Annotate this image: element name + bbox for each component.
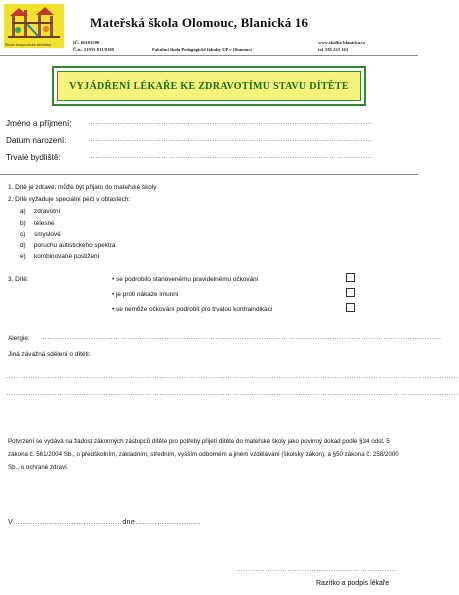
school-phone: tel. 585 223 163 bbox=[318, 47, 349, 52]
place-date-line[interactable]: V………………………………………dne……………………… bbox=[8, 519, 201, 526]
list-item-2: 2. Dítě vyžaduje speciální péči v oblastech: bbox=[8, 196, 131, 203]
sub-letter-d: d) bbox=[20, 242, 26, 249]
field-address-label: Trvalé bydliště: bbox=[6, 153, 61, 162]
signature-line[interactable]: ………………………………………………………… bbox=[236, 566, 397, 573]
field-name-input[interactable]: ……………………………………………………………………………………………………… bbox=[88, 119, 373, 126]
playground-icon bbox=[4, 4, 64, 48]
sub-item-d: poruchu autistického spektra bbox=[34, 242, 116, 249]
other-notes-line-1[interactable]: …………………………………………………………………………………………………………………………………………………………………… bbox=[6, 373, 459, 380]
sub-letter-c: c) bbox=[20, 231, 26, 238]
school-account: Č.ú.: 21933-811/0100 bbox=[73, 47, 114, 52]
sub-letter-e: e) bbox=[20, 253, 26, 260]
title-banner bbox=[52, 66, 366, 106]
school-ic: IČ: 66181500 bbox=[73, 40, 100, 45]
option-contraindication: • se nemůže očkování podrobit pro trvalou kontraindikaci bbox=[112, 306, 273, 313]
signature-label: Razítko a podpis lékaře bbox=[316, 580, 390, 587]
legal-note: Potvrzení se vydává na žádost zákonných zástupců dítěte pro potřeby přijetí dítěte do mateřské školy jako povinný dokad podle §34 odst. 5 zákona č. 561/2004 Sb., o předškolním, základním, středním, vyšším odborném a jiném vzdělávání (školský zákon), a §50 zákona č. 258/2000 Sb., o ochraně zdraví. bbox=[8, 438, 399, 471]
checkbox-contraindication[interactable] bbox=[346, 303, 355, 312]
option-immune: • je proti nákaze imunní bbox=[112, 291, 179, 298]
sub-item-b: tělesné bbox=[34, 220, 55, 227]
logo-caption: Školní terapeutické středisko bbox=[5, 43, 51, 47]
checkbox-vaccinated[interactable] bbox=[346, 273, 355, 282]
other-notes-label: Jiná závažná sdělení o dítěti: bbox=[8, 351, 91, 358]
field-birthdate-input[interactable]: ……………………………………………………………………………………………………… bbox=[88, 136, 373, 143]
sub-letter-a: a) bbox=[20, 208, 26, 215]
sub-item-c: smyslové bbox=[34, 231, 61, 238]
header-divider bbox=[0, 55, 418, 56]
school-name: Mateřská škola Olomouc, Blanická 16 bbox=[90, 15, 309, 30]
allergy-input[interactable]: ………………………………………………………………………………………………………………………………………………… bbox=[40, 334, 442, 341]
field-name-label: Jméno a příjmení: bbox=[6, 119, 72, 128]
checkbox-immune[interactable] bbox=[346, 288, 355, 297]
sub-item-e: kombinované postižení bbox=[34, 253, 100, 260]
sub-item-a: zdravotní bbox=[34, 208, 61, 215]
other-notes-line-2[interactable]: …………………………………………………………………………………………………………………………………………………………………… bbox=[6, 390, 459, 397]
section3-label: 3. Dítě: bbox=[8, 276, 29, 283]
field-birthdate-label: Datum narození: bbox=[6, 136, 67, 145]
faculty-note: Fakultní škola Pedagogické fakulty UP v Olomouci bbox=[152, 47, 252, 52]
option-vaccinated: • se podrobilo stanovenému pravidelnému očkování bbox=[112, 276, 259, 283]
field-address-input[interactable]: ……………………………………………………………………………………………………… bbox=[88, 153, 373, 160]
sub-letter-b: b) bbox=[20, 220, 26, 227]
allergy-label: Alergie: bbox=[8, 335, 30, 342]
school-website[interactable]: www.skolka-blanicka.cz bbox=[318, 40, 366, 45]
list-item-1: 1. Dítě je zdravé, může být přijato do mateřské školy bbox=[8, 184, 157, 191]
page-title: VYJÁDŘENÍ LÉKAŘE KE ZDRAVOTÍMU STAVU DÍTĚTE bbox=[57, 71, 361, 101]
fields-divider bbox=[0, 174, 418, 175]
school-logo bbox=[4, 4, 64, 48]
